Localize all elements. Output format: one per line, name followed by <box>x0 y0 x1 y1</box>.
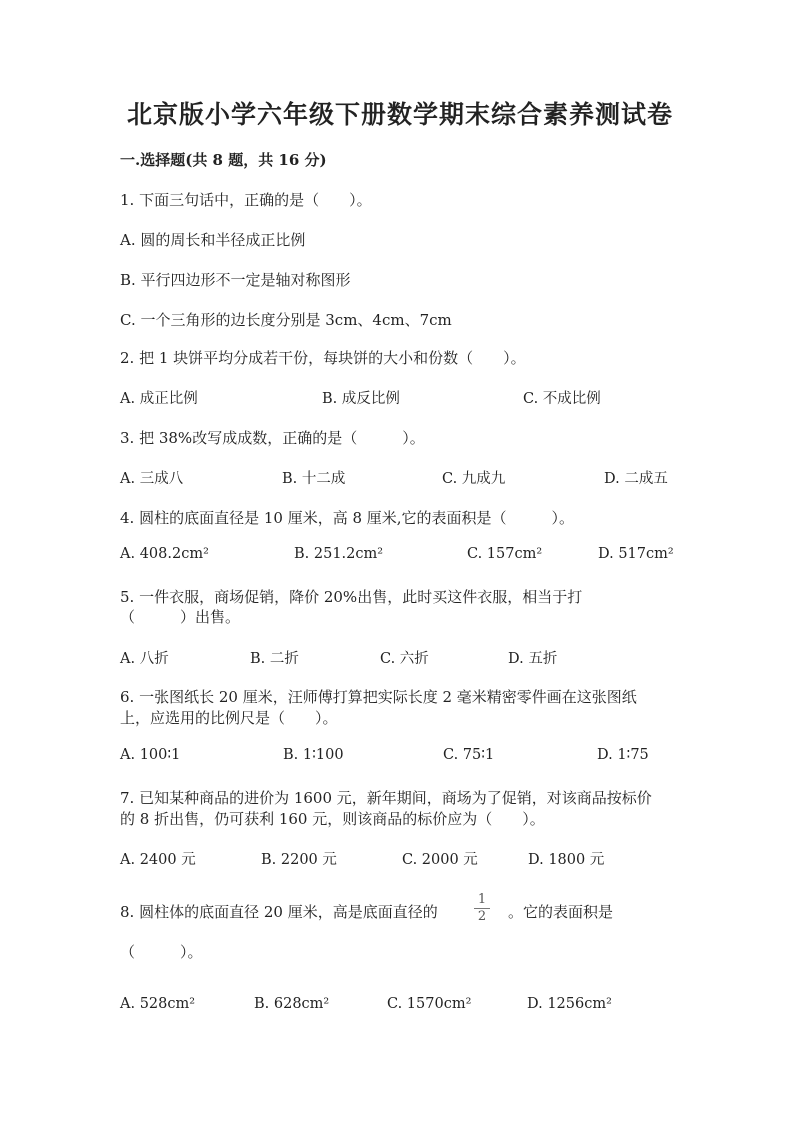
q4-option-b: B. 251.2cm² <box>294 546 384 562</box>
q1-option-a: A. 圆的周长和半径成正比例 <box>120 231 306 249</box>
page-title: 北京版小学六年级下册数学期末综合素养测试卷 <box>126 100 673 129</box>
q3-option-a: A. 三成八 <box>120 471 184 487</box>
q8-option-b: B. 628cm² <box>254 996 330 1012</box>
q1-option-b: B. 平行四边形不一定是轴对称图形 <box>120 271 351 289</box>
q1-option-c: C. 一个三角形的边长度分别是 3cm、4cm、7cm <box>120 311 452 329</box>
q7-option-b: B. 2200 元 <box>261 852 337 868</box>
question-8-line-1a: 8. 圆柱体的底面直径 20 厘米，高是底面直径的 <box>120 903 438 921</box>
q4-option-a: A. 408.2cm² <box>120 546 209 562</box>
question-5-line-2: （ ）出售。 <box>120 608 241 626</box>
q2-option-a: A. 成正比例 <box>120 391 198 407</box>
q3-option-c: C. 九成九 <box>442 471 506 487</box>
q5-option-c: C. 六折 <box>380 651 429 667</box>
question-4: 4. 圆柱的底面直径是 10 厘米，高 8 厘米,它的表面积是（ ）。 <box>120 509 575 527</box>
question-6-line-2: 上，应选用的比例尺是（ ）。 <box>120 709 338 727</box>
q7-option-a: A. 2400 元 <box>120 852 196 868</box>
q2-option-c: C. 不成比例 <box>523 391 601 407</box>
question-6-line-1: 6. 一张图纸长 20 厘米，汪师傅打算把实际长度 2 毫米精密零件画在这张图纸 <box>120 688 637 706</box>
question-7-line-1: 7. 已知某种商品的进价为 1600 元，新年期间，商场为了促销，对该商品按标价 <box>120 789 652 807</box>
q5-option-b: B. 二折 <box>250 651 299 667</box>
question-2: 2. 把 1 块饼平均分成若干份，每块饼的大小和份数（ ）。 <box>120 349 526 367</box>
q5-option-d: D. 五折 <box>508 651 558 667</box>
q6-option-c: C. 75∶1 <box>443 747 495 763</box>
q7-option-d: D. 1800 元 <box>528 852 605 868</box>
q6-option-a: A. 100∶1 <box>120 747 181 763</box>
section-heading: 一.选择题(共 8 题，共 16 分) <box>120 151 327 169</box>
q2-option-b: B. 成反比例 <box>322 391 400 407</box>
q8-option-a: A. 528cm² <box>120 996 196 1012</box>
question-8-line-2: （ ）。 <box>120 943 203 961</box>
question-8-line-1b: 。它的表面积是 <box>508 903 614 921</box>
q6-option-b: B. 1∶100 <box>283 747 344 763</box>
q8-option-d: D. 1256cm² <box>527 996 612 1012</box>
q3-option-b: B. 十二成 <box>282 471 346 487</box>
question-5-line-1: 5. 一件衣服，商场促销，降价 20%出售，此时买这件衣服，相当于打 <box>120 588 583 606</box>
fraction-denominator: 2 <box>477 909 487 924</box>
fraction-numerator: 1 <box>477 892 487 907</box>
fraction-one-half <box>472 893 492 924</box>
q3-option-d: D. 二成五 <box>604 471 668 487</box>
q4-option-d: D. 517cm² <box>598 546 674 562</box>
q5-option-a: A. 八折 <box>120 651 169 667</box>
question-1: 1. 下面三句话中，正确的是（ ）。 <box>120 191 372 209</box>
q4-option-c: C. 157cm² <box>467 546 543 562</box>
q7-option-c: C. 2000 元 <box>402 852 478 868</box>
question-7-line-2: 的 8 折出售，仍可获利 160 元，则该商品的标价应为（ ）。 <box>120 810 545 828</box>
question-3: 3. 把 38%改写成成数，正确的是（ ）。 <box>120 429 425 447</box>
q8-option-c: C. 1570cm² <box>387 996 472 1012</box>
q6-option-d: D. 1∶75 <box>597 747 649 763</box>
